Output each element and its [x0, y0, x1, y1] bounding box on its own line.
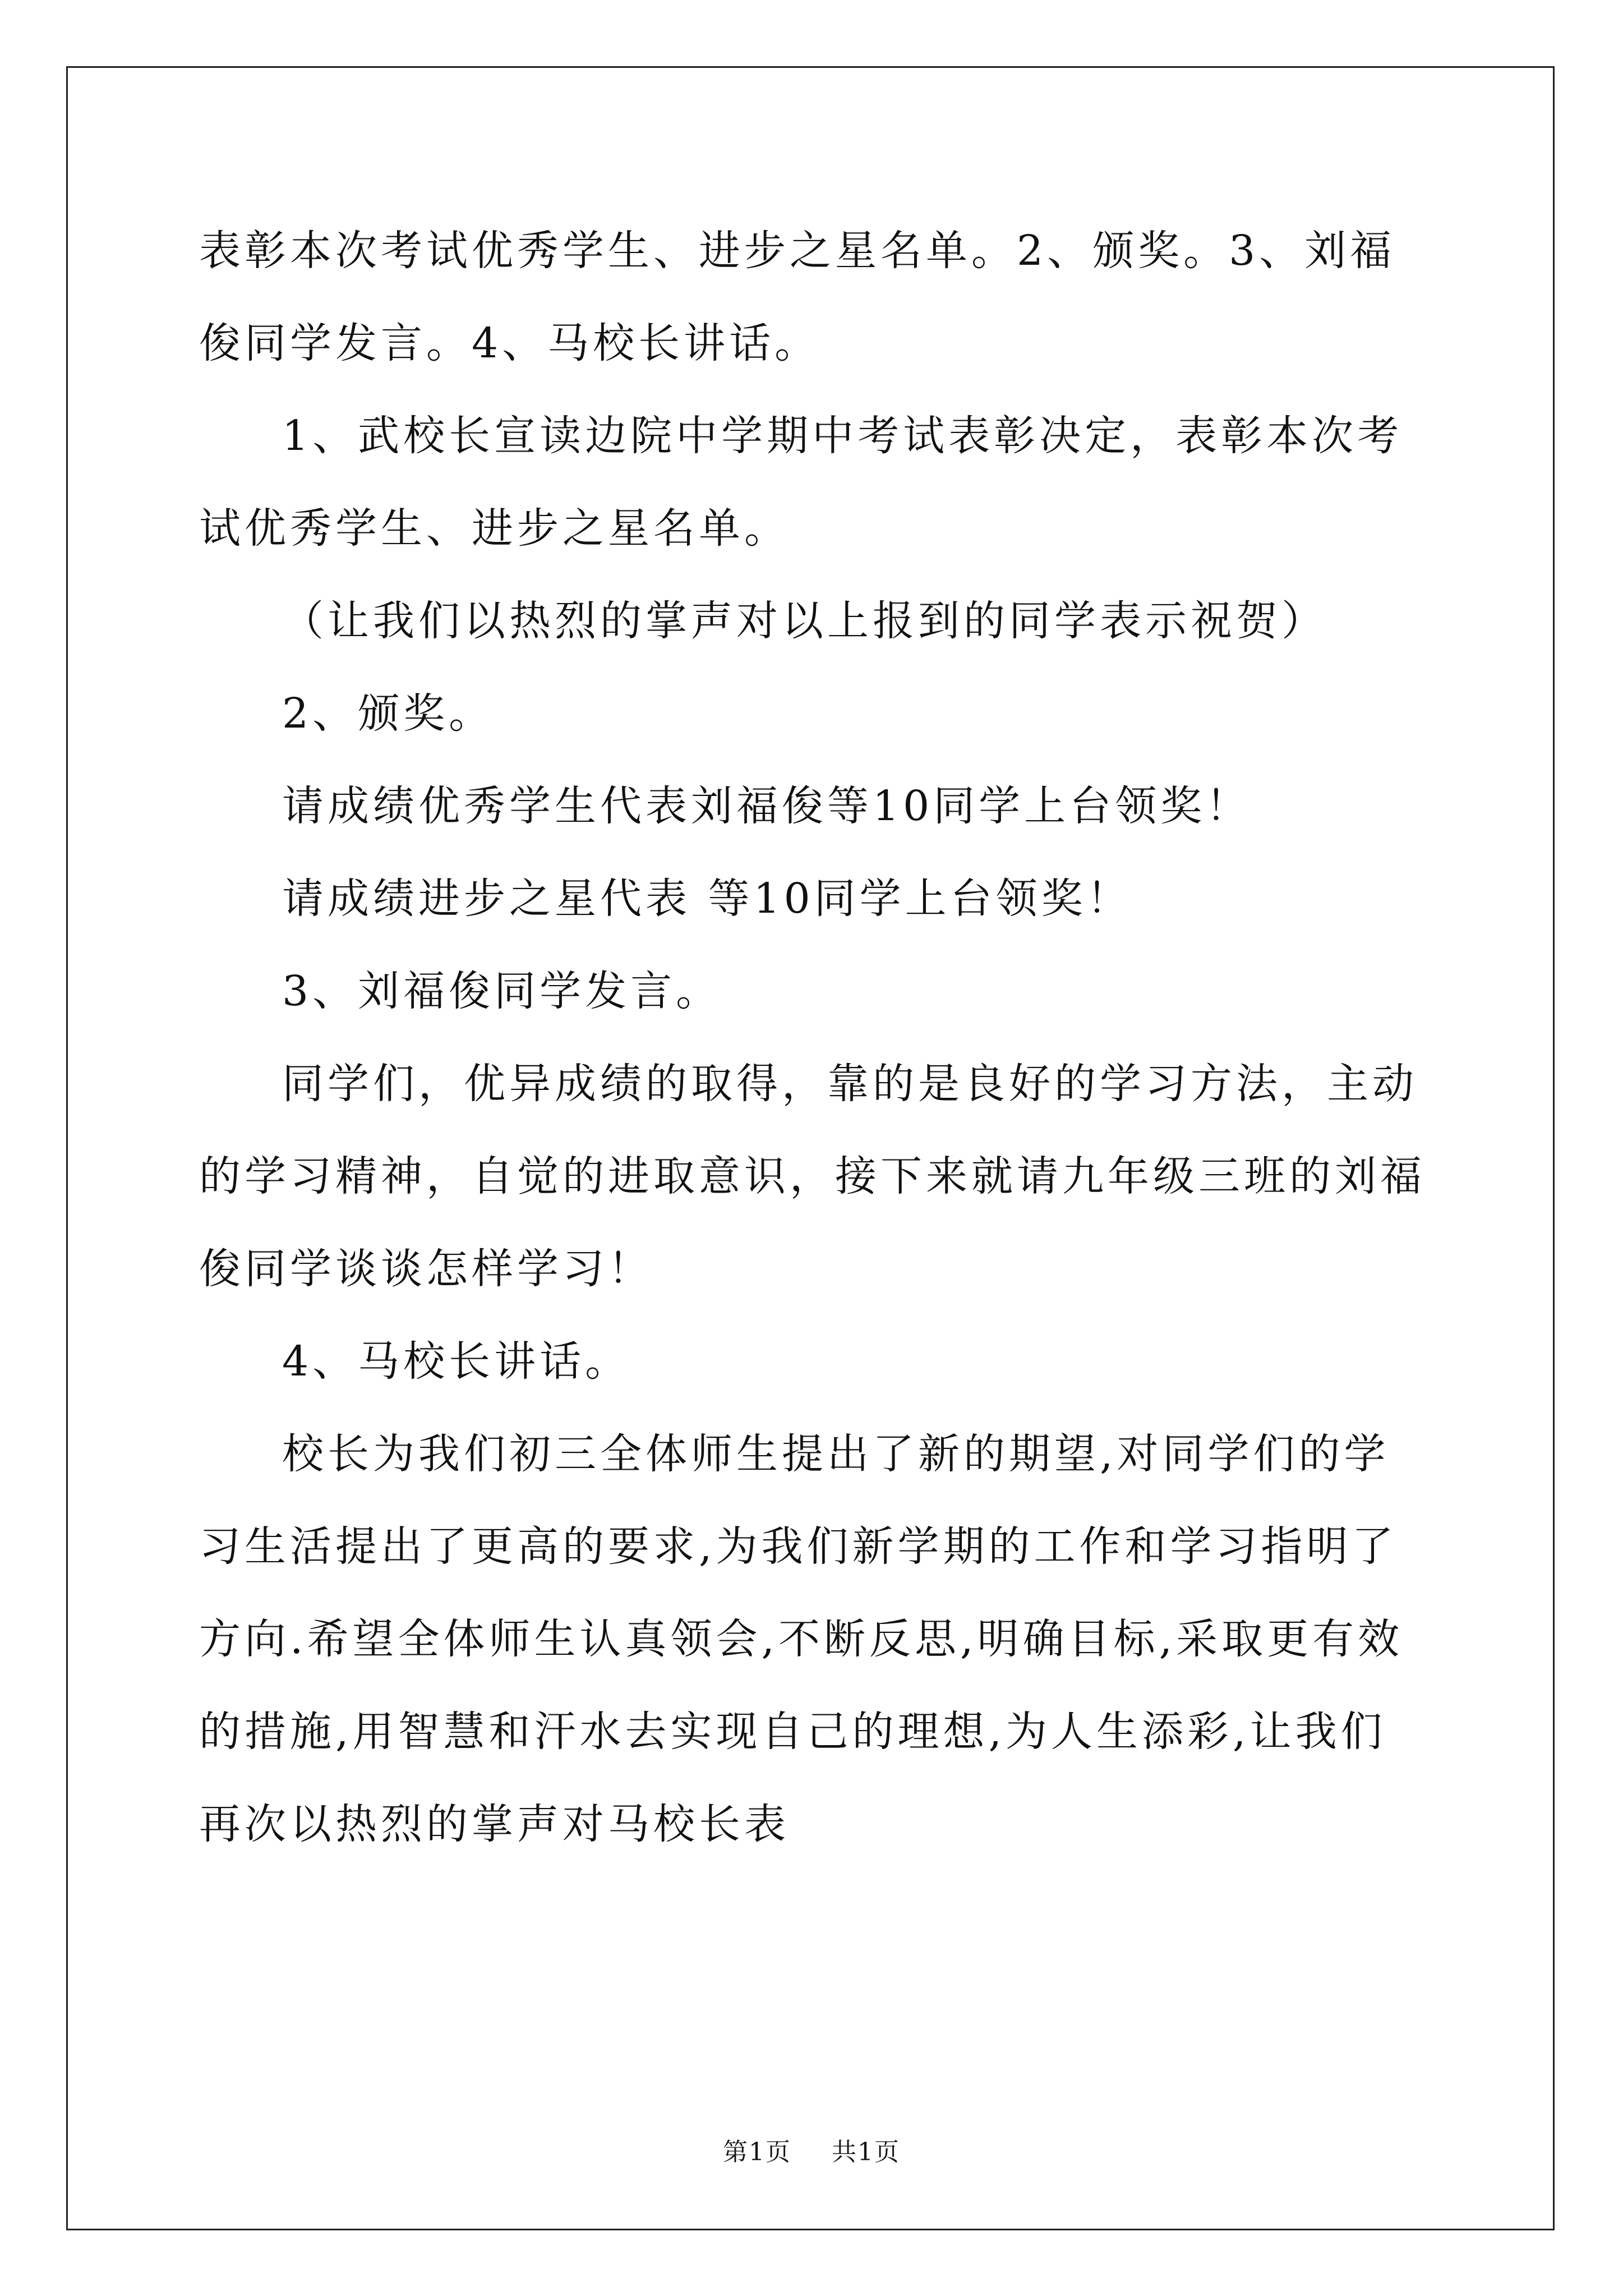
page-number-current: 第1页 — [723, 2138, 791, 2166]
paragraph-7: 3、刘福俊同学发言。 — [282, 967, 722, 1015]
paragraph-6: 请成绩进步之星代表 等10同学上台领奖！ — [282, 875, 1132, 923]
document-body — [199, 205, 1427, 1871]
paragraph-2: 1、武校长宣读边院中学期中考试表彰决定，表彰本次考试优秀学生、进步之星名单。 — [199, 412, 1403, 553]
paragraph-8: 同学们，优异成绩的取得，靠的是良好的学习方法，主动的学习精神，自觉的进取意识，接下来就请九年级三班的刘福俊同学谈谈怎样学习！ — [199, 1060, 1426, 1293]
paragraph-3: （让我们以热烈的掌声对以上报到的同学表示祝贺） — [282, 597, 1327, 645]
paragraph-1: 表彰本次考试优秀学生、进步之星名单。2、颁奖。3、刘福俊同学发言。4、马校长讲话。 — [199, 227, 1396, 367]
paragraph-5: 请成绩优秀学生代表刘福俊等10同学上台领奖！ — [282, 782, 1252, 830]
page-number-total: 共1页 — [832, 2138, 900, 2166]
paragraph-4: 2、颁奖。 — [282, 689, 495, 738]
paragraph-9: 4、马校长讲话。 — [282, 1337, 631, 1386]
page-footer — [0, 2132, 1623, 2168]
paragraph-10: 校长为我们初三全体师生提出了新的期望,对同学们的学习生活提出了更高的要求,为我们新学期的工作和学习指明了方向.希望全体师生认真领会,不断反思,明确目标,采取更有效的措施,用智慧和汗水去实现自己的理想,为人生添彩,让我们再次以热烈的掌声对马校长表 — [199, 1430, 1404, 1848]
